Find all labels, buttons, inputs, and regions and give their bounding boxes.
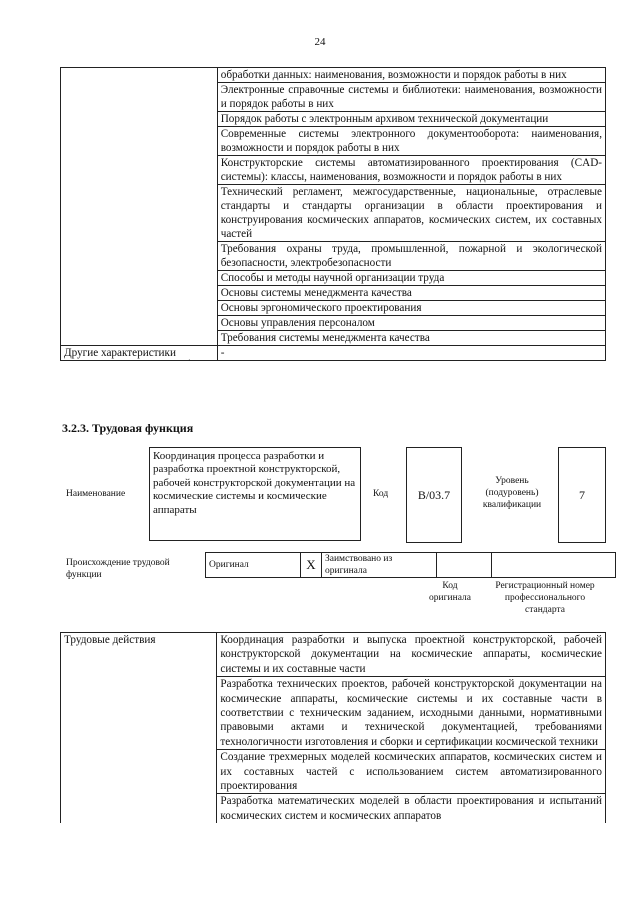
level-value: 7 <box>579 487 585 502</box>
name-label: Наименование <box>66 489 126 499</box>
table-row: Основы системы менеджмента качества <box>217 286 605 301</box>
table-row: Основы эргономического проектирования <box>217 301 605 316</box>
table-row: Основы управления персоналом <box>217 316 605 331</box>
table-row: Координация разработки и выпуска проектной конструкторской, рабочей конструкторской документации на космические аппараты, космические системы и их составные части <box>217 633 606 677</box>
table-row: Требования охраны труда, промышленной, пожарной и экологической безопасности, электробезопасности <box>217 242 605 271</box>
code-label: Код <box>373 489 389 499</box>
knowledge-label-cell <box>61 68 218 346</box>
section-heading: 3.2.3. Трудовая функция <box>62 421 194 435</box>
level-label: Уровень (подуровень) квалификации <box>482 476 542 510</box>
original-code-cell <box>437 553 492 578</box>
original-mark: X <box>301 553 322 578</box>
table-row: Технический регламент, межгосударственные, национальные, отраслевые стандарты и стандарты организации в области проектирования и конструирования космических аппаратов, космических систем, их составных частей <box>217 185 605 242</box>
actions-table <box>60 632 606 823</box>
borrowed-cell: Заимствовано из оригинала <box>322 553 437 578</box>
reg-number-cell <box>492 553 616 578</box>
function-name-box: Координация процесса разработки и разработка проектной конструкторской, рабочей конструкторской документации на космические системы и космические аппараты <box>149 447 361 541</box>
table-row: Разработка технических проектов, рабочей конструкторской документации на космические аппараты, космические системы и их составные части в соответствии с техническим заданием, исходными данными, нормативными правовыми актами и технической документацией, требованиями технологичности изготовления и сборки и сертификации космической техники <box>217 677 606 750</box>
table-row: Электронные справочные системы и библиотеки: наименования, возможности и порядок работы в них <box>217 83 605 112</box>
knowledge-table <box>60 67 606 361</box>
table-row: Требования системы менеджмента качества <box>217 331 605 346</box>
other-characteristics-value: - <box>217 346 605 361</box>
function-code-value: B/03.7 <box>417 487 451 502</box>
scan-dot: · <box>188 356 191 365</box>
origin-table <box>205 552 616 578</box>
page-number: 24 <box>314 36 326 48</box>
other-characteristics-label: Другие характеристики <box>61 346 218 361</box>
code-original-caption: Код оригинала <box>429 581 471 603</box>
level-box <box>558 447 606 543</box>
function-code-box <box>406 447 462 543</box>
actions-label: Трудовые действия <box>61 633 217 824</box>
reg-number-caption: Регистрационный номер профессионального стандарта <box>495 581 595 615</box>
table-row: Порядок работы с электронным архивом технической документации <box>217 112 605 127</box>
original-cell: Оригинал <box>206 553 301 578</box>
table-row: Создание трехмерных моделей космических аппаратов, космических систем и их составных частей с использованием систем автоматизированного проектирования <box>217 750 606 794</box>
table-row: Конструкторские системы автоматизированного проектирования (CAD-системы): классы, наименования, возможности и порядок работы в них <box>217 156 605 185</box>
table-row: обработки данных: наименования, возможности и порядок работы в них <box>217 68 605 83</box>
table-row: Способы и методы научной организации труда <box>217 271 605 286</box>
table-row: Разработка математических моделей в области проектирования и испытаний космических систем и космических аппаратов <box>217 794 606 823</box>
origin-label: Происхождение трудовой функции <box>66 558 170 580</box>
table-row: Современные системы электронного документооборота: наименования, возможности и порядок работы в них <box>217 127 605 156</box>
